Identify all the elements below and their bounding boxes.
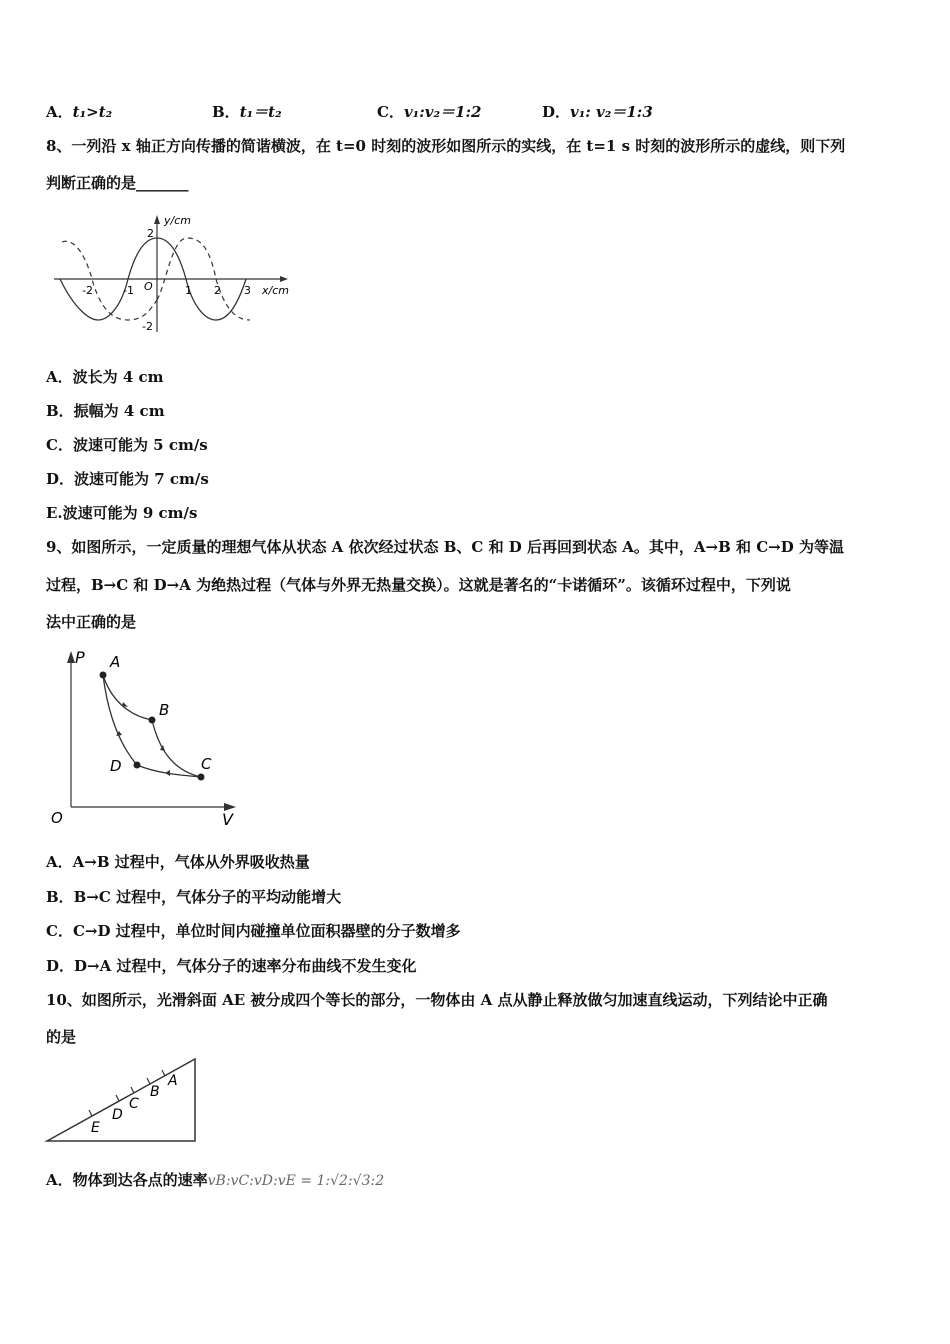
wave-x-tick-2: 2 (214, 284, 221, 297)
q7-option-c: C．v₁:v₂＝1:2 (377, 103, 482, 121)
pv-p-label: P (75, 648, 85, 667)
q9-option-d: D．D→A 过程中，气体分子的速率分布曲线不发生变化 (46, 957, 417, 975)
q8-stem-line2: 判断正确的是_______ (46, 174, 189, 192)
q8-option-d: D．波速可能为 7 cm/s (46, 470, 209, 488)
q9-option-a: A．A→B 过程中，气体从外界吸收热量 (46, 853, 310, 871)
q7-option-d: D．v₁: v₂＝1:3 (542, 103, 653, 121)
curve-b-c (152, 720, 201, 777)
wave-y-tick-2: 2 (147, 227, 154, 240)
wave-y-label: y/cm (164, 214, 191, 227)
wave-y-tick-neg2: -2 (142, 320, 153, 333)
wave-x-tick-neg2: -2 (82, 284, 93, 297)
pv-point-b: B (159, 701, 170, 719)
wave-x-tick-1: 1 (185, 284, 192, 297)
incline-point-d: D (112, 1107, 123, 1123)
q10-stem-line2: 的是 (46, 1028, 77, 1046)
incline-figure (44, 1055, 204, 1145)
speed-ratio-formula: vB:vC:vD:vE = 1:√2:√3:2 (207, 1173, 385, 1189)
pv-origin: O (51, 809, 63, 827)
q9-option-c: C．C→D 过程中，单位时间内碰撞单位面积器壁的分子数增多 (46, 922, 461, 940)
q10-option-a: A．物体到达各点的速率vB:vC:vD:vE = 1:√2:√3:2 (46, 1171, 385, 1189)
incline-point-a: A (168, 1073, 178, 1089)
q7-option-b: B．t₁＝t₂ (212, 103, 282, 121)
q8-option-c: C．波速可能为 5 cm/s (46, 436, 208, 454)
incline-point-b: B (150, 1084, 160, 1100)
q9-stem-line2: 过程，B→C 和 D→A 为绝热过程（气体与外界无热量交换）。这就是著名的“卡诺循环”。该循环过程中，下列说 (46, 576, 791, 594)
wave-x-tick-neg1: -1 (123, 284, 134, 297)
q8-option-b: B．振幅为 4 cm (46, 402, 165, 420)
wave-origin: O (144, 280, 153, 293)
incline-point-e: E (91, 1120, 100, 1136)
wave-x-tick-3: 3 (244, 284, 251, 297)
q7-options (46, 101, 746, 123)
pv-point-d: D (110, 757, 122, 775)
pv-v-label: V (222, 810, 233, 829)
wave-figure (50, 210, 300, 340)
incline-point-c: C (129, 1096, 139, 1112)
q8-option-a: A．波长为 4 cm (46, 368, 164, 386)
q9-stem-line1: 9、如图所示，一定质量的理想气体从状态 A 依次经过状态 B、C 和 D 后再回到状态 A。其中，A→B 和 C→D 为等温 (46, 538, 844, 556)
q8-option-e: E.波速可能为 9 cm/s (46, 504, 198, 522)
wave-x-label: x/cm (262, 284, 289, 297)
q9-option-b: B．B→C 过程中，气体分子的平均动能增大 (46, 888, 342, 906)
q7-option-a: A．t₁>t₂ (46, 103, 113, 121)
pv-point-a: A (110, 653, 121, 671)
q8-stem-line1: 8、一列沿 x 轴正方向传播的简谐横波，在 t=0 时刻的波形如图所示的实线，在 t=1 s 时刻的波形所示的虚线，则下列 (46, 137, 846, 155)
q9-stem-line3: 法中正确的是 (46, 613, 137, 631)
q10-stem-line1: 10、如图所示，光滑斜面 AE 被分成四个等长的部分，一物体由 A 点从静止释放做匀加速直线运动，下列结论中正确 (46, 991, 828, 1009)
pv-point-c: C (201, 755, 212, 773)
carnot-pv-figure (48, 645, 243, 830)
